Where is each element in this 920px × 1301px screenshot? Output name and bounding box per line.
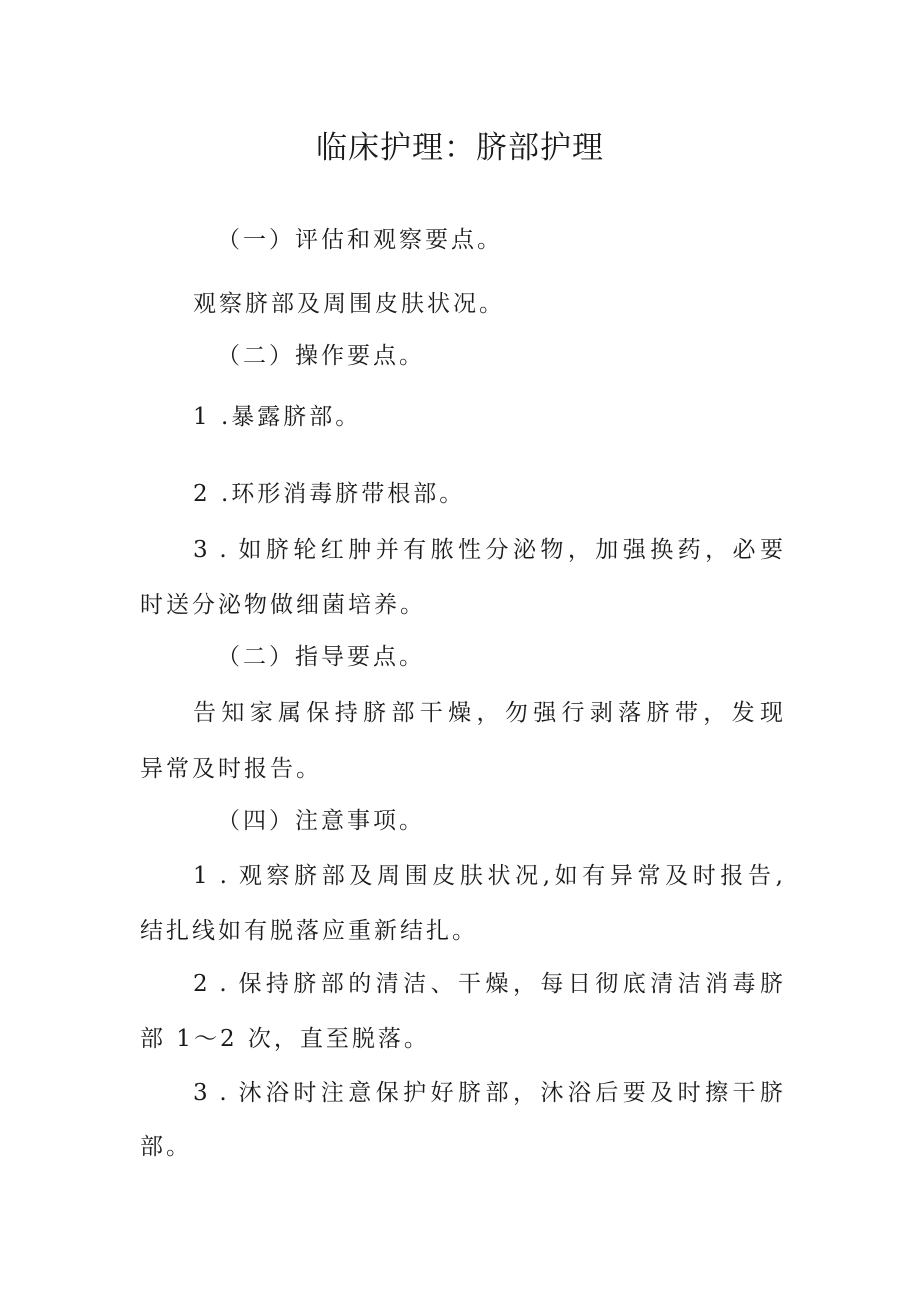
note-3-line-1: 3 . 沐浴时注意保护好脐部，沐浴后要及时擦干脐 [193, 1080, 783, 1106]
note-2-line-2: 部 1～2 次，直至脱落。 [140, 1026, 430, 1052]
list-item-2: 2 .环形消毒脐带根部。 [193, 481, 466, 507]
section-heading-4: （四）注意事项。 [217, 808, 425, 834]
section-heading-3: （二）指导要点。 [217, 644, 425, 670]
guidance-line-1: 告知家属保持脐部干燥，勿强行剥落脐带，发现 [193, 700, 783, 726]
list-item-3-line-1: 3 . 如脐轮红肿并有脓性分泌物，加强换药，必要 [193, 537, 783, 563]
note-2-line-1: 2 . 保持脐部的清洁、干燥，每日彻底清洁消毒脐 [193, 971, 783, 997]
note-1-line-1: 1 . 观察脐部及周围皮肤状况,如有异常及时报告, [193, 863, 783, 889]
guidance-line-2: 异常及时报告。 [140, 756, 322, 782]
list-item-1: 1 .暴露脐部。 [193, 404, 362, 430]
note-3-line-2: 部。 [140, 1134, 192, 1160]
section-heading-2: （二）操作要点。 [217, 343, 425, 369]
list-item-3-line-2: 时送分泌物做细菌培养。 [140, 592, 426, 618]
note-1-line-2: 结扎线如有脱落应重新结扎。 [140, 918, 478, 944]
paragraph-observe: 观察脐部及周围皮肤状况。 [193, 291, 505, 317]
section-heading-1: （一）评估和观察要点。 [217, 227, 503, 253]
document-title: 临床护理：脐部护理 [316, 130, 604, 166]
